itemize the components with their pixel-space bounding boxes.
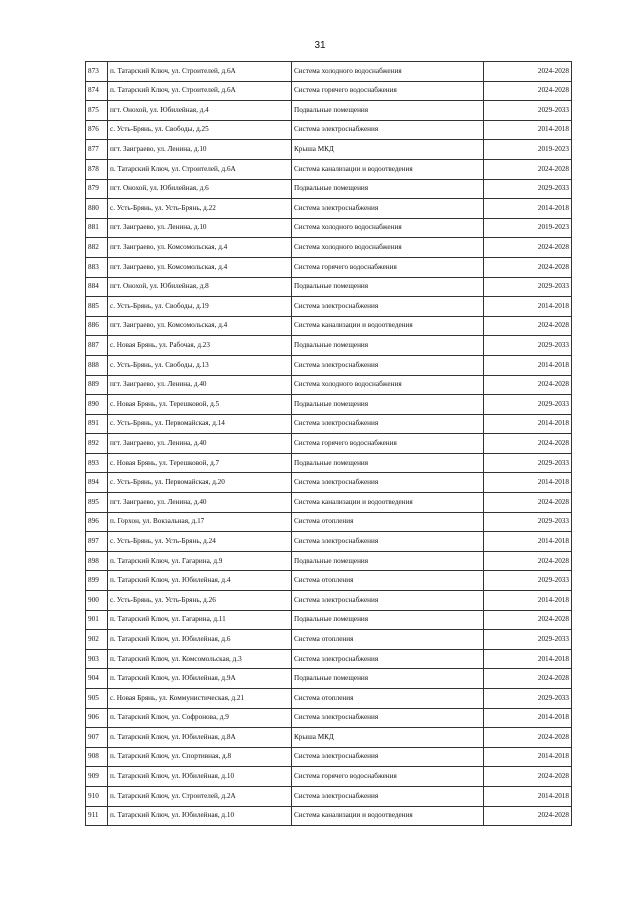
period-cell: 2024-2028 (484, 375, 572, 395)
address-cell: с. Усть-Брянь, ул. Свободы, д.25 (108, 120, 292, 140)
system-cell: Подвальные помещения (292, 669, 484, 689)
table-row (86, 493, 572, 513)
address-cell: с. Новая Брянь, ул. Терешковой, д.5 (108, 395, 292, 415)
row-number-cell: 887 (86, 336, 108, 356)
row-number-cell: 910 (86, 786, 108, 806)
period-cell: 2014-2018 (484, 708, 572, 728)
table-row (86, 81, 572, 101)
period-cell: 2029-2033 (484, 277, 572, 297)
row-number-cell: 899 (86, 571, 108, 591)
table-row (86, 551, 572, 571)
row-number-cell: 902 (86, 630, 108, 650)
table-row (86, 297, 572, 317)
period-cell: 2014-2018 (484, 473, 572, 493)
system-cell: Система отопления (292, 630, 484, 650)
system-cell: Система электроснабжения (292, 591, 484, 611)
table-row (86, 375, 572, 395)
period-cell: 2014-2018 (484, 786, 572, 806)
row-number-cell: 881 (86, 218, 108, 238)
system-cell: Система холодного водоснабжения (292, 238, 484, 258)
system-cell: Крыша МКД (292, 728, 484, 748)
row-number-cell: 873 (86, 62, 108, 82)
system-cell: Система электроснабжения (292, 355, 484, 375)
period-cell: 2024-2028 (484, 551, 572, 571)
row-number-cell: 889 (86, 375, 108, 395)
period-cell: 2014-2018 (484, 591, 572, 611)
system-cell: Подвальные помещения (292, 179, 484, 199)
period-cell: 2024-2028 (484, 669, 572, 689)
system-cell: Система отопления (292, 512, 484, 532)
row-number-cell: 883 (86, 257, 108, 277)
address-cell: п. Горхон, ул. Вокзальная, д.17 (108, 512, 292, 532)
period-cell: 2014-2018 (484, 414, 572, 434)
row-number-cell: 903 (86, 649, 108, 669)
address-cell: пгт. Заиграево, ул. Комсомольская, д.4 (108, 238, 292, 258)
period-cell: 2029-2033 (484, 101, 572, 121)
system-cell: Подвальные помещения (292, 610, 484, 630)
system-cell: Подвальные помещения (292, 551, 484, 571)
system-cell: Система горячего водоснабжения (292, 434, 484, 454)
address-cell: п. Татарский Ключ, ул. Юбилейная, д.4 (108, 571, 292, 591)
address-cell: пгт. Онохой, ул. Юбилейная, д.8 (108, 277, 292, 297)
table-row (86, 140, 572, 160)
page-number: 31 (314, 40, 326, 51)
period-cell: 2019-2023 (484, 218, 572, 238)
system-cell: Система канализации и водоотведения (292, 316, 484, 336)
row-number-cell: 909 (86, 767, 108, 787)
system-cell: Подвальные помещения (292, 453, 484, 473)
period-cell: 2029-2033 (484, 571, 572, 591)
address-cell: п. Татарский Ключ, ул. Юбилейная, д.6 (108, 630, 292, 650)
period-cell: 2024-2028 (484, 81, 572, 101)
system-cell: Система электроснабжения (292, 649, 484, 669)
address-cell: с. Новая Брянь, ул. Рабочая, д.23 (108, 336, 292, 356)
address-cell: с. Новая Брянь, ул. Коммунистическая, д.21 (108, 689, 292, 709)
registry-table-body (86, 62, 572, 826)
table-row (86, 571, 572, 591)
system-cell: Подвальные помещения (292, 101, 484, 121)
system-cell: Система электроснабжения (292, 120, 484, 140)
address-cell: пгт. Заиграево, ул. Ленина, д.40 (108, 434, 292, 454)
system-cell: Система электроснабжения (292, 414, 484, 434)
table-row (86, 218, 572, 238)
address-cell: с. Усть-Брянь, ул. Свободы, д.19 (108, 297, 292, 317)
row-number-cell: 894 (86, 473, 108, 493)
address-cell: п. Татарский Ключ, ул. Юбилейная, д.10 (108, 767, 292, 787)
period-cell: 2014-2018 (484, 199, 572, 219)
system-cell: Система электроснабжения (292, 532, 484, 552)
table-row (86, 101, 572, 121)
period-cell: 2024-2028 (484, 62, 572, 82)
address-cell: п. Татарский Ключ, ул. Юбилейная, д.8А (108, 728, 292, 748)
table-row (86, 453, 572, 473)
period-cell: 2024-2028 (484, 257, 572, 277)
system-cell: Система электроснабжения (292, 297, 484, 317)
period-cell: 2029-2033 (484, 689, 572, 709)
period-cell: 2014-2018 (484, 297, 572, 317)
system-cell: Система электроснабжения (292, 708, 484, 728)
table-row (86, 336, 572, 356)
address-cell: п. Татарский Ключ, ул. Спортивная, д.8 (108, 747, 292, 767)
row-number-cell: 882 (86, 238, 108, 258)
row-number-cell: 908 (86, 747, 108, 767)
address-cell: с. Усть-Брянь, ул. Первомайская, д.14 (108, 414, 292, 434)
table-row (86, 591, 572, 611)
period-cell: 2029-2033 (484, 336, 572, 356)
table-row (86, 786, 572, 806)
table-row (86, 434, 572, 454)
row-number-cell: 875 (86, 101, 108, 121)
address-cell: с. Усть-Брянь, ул. Свободы, д.13 (108, 355, 292, 375)
period-cell: 2024-2028 (484, 316, 572, 336)
system-cell: Система холодного водоснабжения (292, 218, 484, 238)
row-number-cell: 891 (86, 414, 108, 434)
row-number-cell: 886 (86, 316, 108, 336)
system-cell: Подвальные помещения (292, 277, 484, 297)
period-cell: 2029-2033 (484, 453, 572, 473)
registry-table (85, 61, 572, 826)
system-cell: Система канализации и водоотведения (292, 806, 484, 826)
row-number-cell: 906 (86, 708, 108, 728)
address-cell: п. Татарский Ключ, ул. Комсомольская, д.3 (108, 649, 292, 669)
table-row (86, 532, 572, 552)
address-cell: с. Усть-Брянь, ул. Первомайская, д.20 (108, 473, 292, 493)
table-row (86, 199, 572, 219)
address-cell: с. Новая Брянь, ул. Терешковой, д.7 (108, 453, 292, 473)
period-cell: 2029-2033 (484, 179, 572, 199)
period-cell: 2029-2033 (484, 512, 572, 532)
system-cell: Система электроснабжения (292, 199, 484, 219)
table-row (86, 159, 572, 179)
period-cell: 2014-2018 (484, 532, 572, 552)
address-cell: п. Татарский Ключ, ул. Юбилейная, д.10 (108, 806, 292, 826)
table-row (86, 728, 572, 748)
period-cell: 2024-2028 (484, 238, 572, 258)
system-cell: Система отопления (292, 571, 484, 591)
address-cell: п. Татарский Ключ, ул. Софронова, д.9 (108, 708, 292, 728)
table-row (86, 62, 572, 82)
table-row (86, 238, 572, 258)
table-row (86, 355, 572, 375)
table-row (86, 806, 572, 826)
address-cell: пгт. Онохой, ул. Юбилейная, д.6 (108, 179, 292, 199)
system-cell: Подвальные помещения (292, 395, 484, 415)
table-row (86, 708, 572, 728)
address-cell: п. Татарский Ключ, ул. Гагарина, д.9 (108, 551, 292, 571)
period-cell: 2014-2018 (484, 120, 572, 140)
row-number-cell: 878 (86, 159, 108, 179)
row-number-cell: 877 (86, 140, 108, 160)
row-number-cell: 885 (86, 297, 108, 317)
system-cell: Система электроснабжения (292, 473, 484, 493)
system-cell: Подвальные помещения (292, 336, 484, 356)
system-cell: Система канализации и водоотведения (292, 159, 484, 179)
table-row (86, 689, 572, 709)
period-cell: 2024-2028 (484, 434, 572, 454)
table-row (86, 747, 572, 767)
row-number-cell: 876 (86, 120, 108, 140)
period-cell: 2024-2028 (484, 493, 572, 513)
period-cell: 2024-2028 (484, 159, 572, 179)
address-cell: с. Усть-Брянь, ул. Усть-Брянь, д.26 (108, 591, 292, 611)
address-cell: п. Татарский Ключ, ул. Строителей, д.6А (108, 81, 292, 101)
row-number-cell: 907 (86, 728, 108, 748)
address-cell: пгт. Заиграево, ул. Ленина, д.10 (108, 218, 292, 238)
system-cell: Система электроснабжения (292, 786, 484, 806)
system-cell: Система холодного водоснабжения (292, 62, 484, 82)
system-cell: Крыша МКД (292, 140, 484, 160)
table-row (86, 473, 572, 493)
table-row (86, 767, 572, 787)
table-row (86, 120, 572, 140)
table-row (86, 257, 572, 277)
address-cell: пгт. Заиграево, ул. Ленина, д.10 (108, 140, 292, 160)
table-row (86, 395, 572, 415)
row-number-cell: 884 (86, 277, 108, 297)
address-cell: с. Усть-Брянь, ул. Усть-Брянь, д.22 (108, 199, 292, 219)
row-number-cell: 892 (86, 434, 108, 454)
period-cell: 2024-2028 (484, 767, 572, 787)
row-number-cell: 879 (86, 179, 108, 199)
row-number-cell: 895 (86, 493, 108, 513)
address-cell: п. Татарский Ключ, ул. Юбилейная, д.9А (108, 669, 292, 689)
period-cell: 2024-2028 (484, 806, 572, 826)
period-cell: 2024-2028 (484, 610, 572, 630)
table-row (86, 630, 572, 650)
row-number-cell: 898 (86, 551, 108, 571)
system-cell: Система холодного водоснабжения (292, 375, 484, 395)
address-cell: с. Усть-Брянь, ул. Усть-Брянь, д.24 (108, 532, 292, 552)
row-number-cell: 901 (86, 610, 108, 630)
address-cell: п. Татарский Ключ, ул. Строителей, д.2А (108, 786, 292, 806)
row-number-cell: 890 (86, 395, 108, 415)
row-number-cell: 897 (86, 532, 108, 552)
table-row (86, 512, 572, 532)
address-cell: пгт. Онохой, ул. Юбилейная, д.4 (108, 101, 292, 121)
address-cell: пгт. Заиграево, ул. Комсомольская, д.4 (108, 316, 292, 336)
row-number-cell: 880 (86, 199, 108, 219)
address-cell: п. Татарский Ключ, ул. Строителей, д.6А (108, 62, 292, 82)
period-cell: 2014-2018 (484, 649, 572, 669)
row-number-cell: 905 (86, 689, 108, 709)
system-cell: Система горячего водоснабжения (292, 257, 484, 277)
table-row (86, 179, 572, 199)
address-cell: пгт. Заиграево, ул. Комсомольская, д.4 (108, 257, 292, 277)
period-cell: 2029-2033 (484, 630, 572, 650)
period-cell: 2014-2018 (484, 747, 572, 767)
system-cell: Система горячего водоснабжения (292, 81, 484, 101)
period-cell: 2024-2028 (484, 728, 572, 748)
system-cell: Система горячего водоснабжения (292, 767, 484, 787)
system-cell: Система электроснабжения (292, 747, 484, 767)
row-number-cell: 896 (86, 512, 108, 532)
row-number-cell: 874 (86, 81, 108, 101)
table-row (86, 277, 572, 297)
period-cell: 2014-2018 (484, 355, 572, 375)
row-number-cell: 893 (86, 453, 108, 473)
system-cell: Система канализации и водоотведения (292, 493, 484, 513)
address-cell: п. Татарский Ключ, ул. Гагарина, д.11 (108, 610, 292, 630)
address-cell: пгт. Заиграево, ул. Ленина, д.40 (108, 493, 292, 513)
table-row (86, 669, 572, 689)
address-cell: п. Татарский Ключ, ул. Строителей, д.6А (108, 159, 292, 179)
row-number-cell: 888 (86, 355, 108, 375)
system-cell: Система отопления (292, 689, 484, 709)
period-cell: 2029-2033 (484, 395, 572, 415)
address-cell: пгт. Заиграево, ул. Ленина, д.40 (108, 375, 292, 395)
period-cell: 2019-2023 (484, 140, 572, 160)
table-row (86, 610, 572, 630)
table-row (86, 414, 572, 434)
row-number-cell: 911 (86, 806, 108, 826)
row-number-cell: 904 (86, 669, 108, 689)
row-number-cell: 900 (86, 591, 108, 611)
table-row (86, 649, 572, 669)
table-row (86, 316, 572, 336)
